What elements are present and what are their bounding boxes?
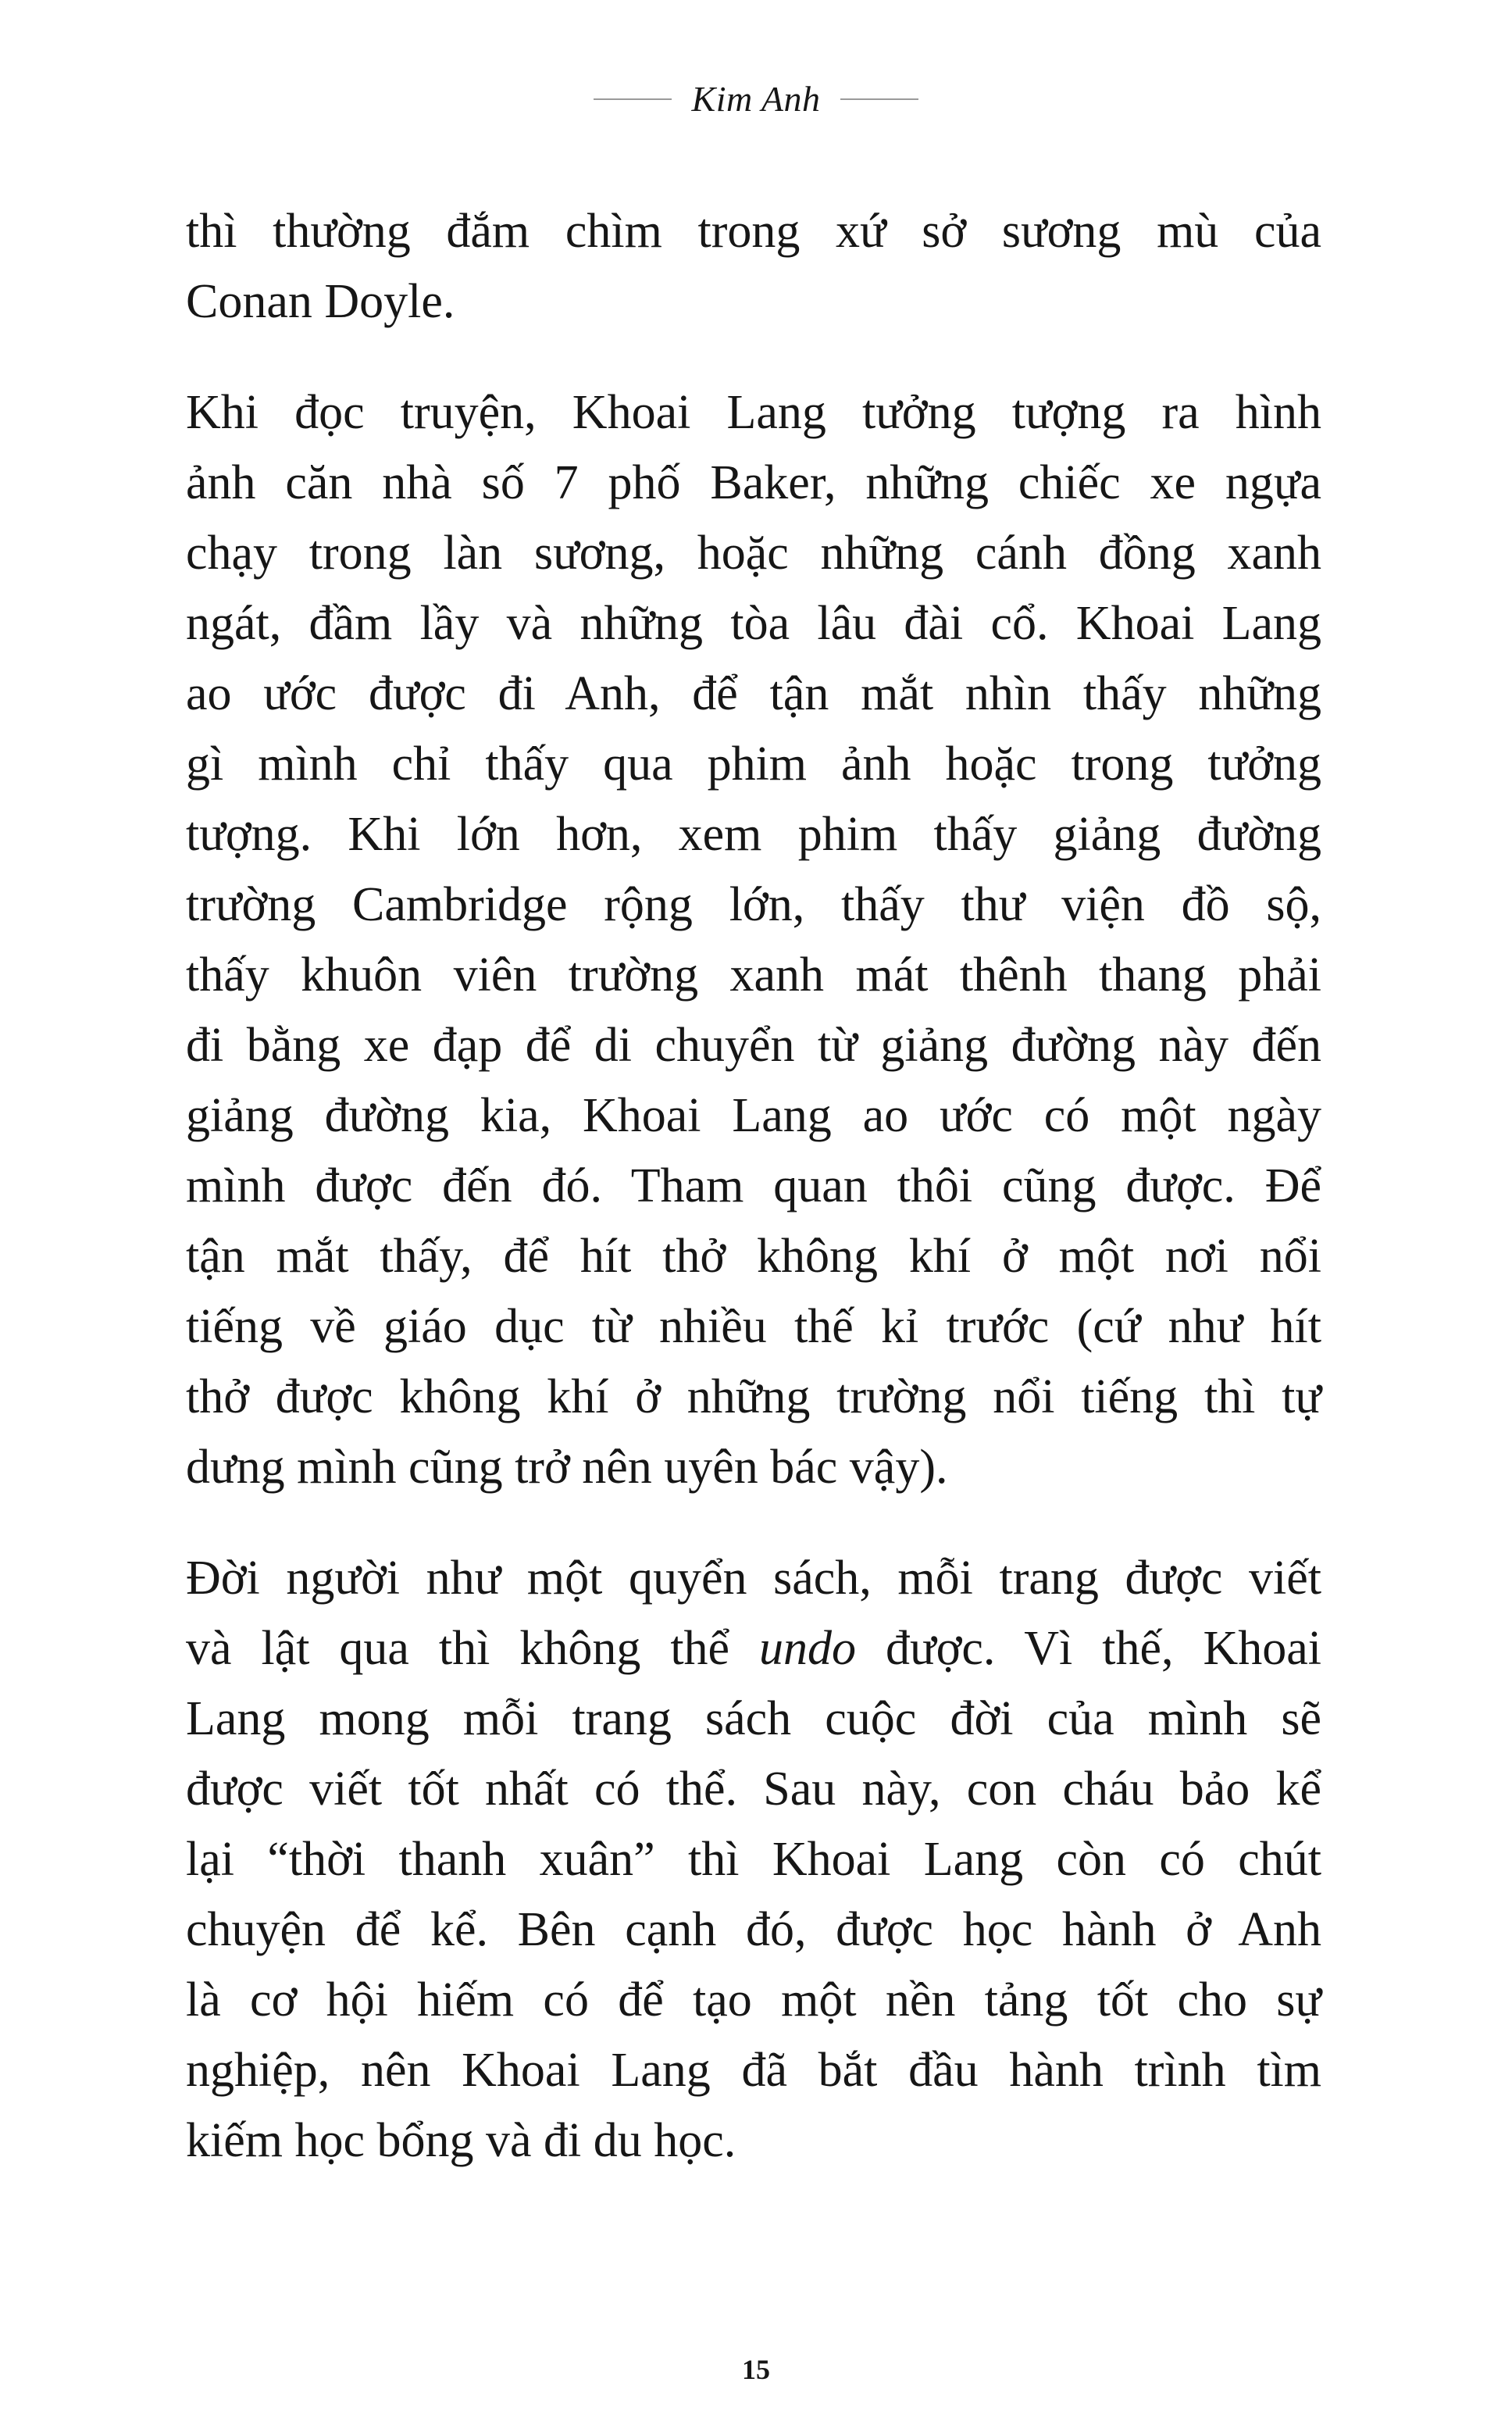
text-line: tiếng về giáo dục từ nhiều thế kỉ trước (cứ như hít: [186, 1300, 1321, 1353]
text-line: tượng. Khi lớn hơn, xem phim thấy giảng đường: [186, 808, 1321, 861]
text-line: thấy khuôn viên trường xanh mát thênh thang phải: [186, 948, 1321, 1002]
text-line: ao ước được đi Anh, để tận mắt nhìn thấy những: [186, 667, 1321, 720]
italic-word: undo: [759, 1622, 857, 1675]
text-line: Lang mong mỗi trang sách cuộc đời của mình sẽ: [186, 1692, 1321, 1745]
text-line: chạy trong làn sương, hoặc những cánh đồng xanh: [186, 527, 1321, 580]
text-line: ảnh căn nhà số 7 phố Baker, những chiếc xe ngựa: [186, 456, 1321, 509]
text-line: chuyện để kể. Bên cạnh đó, được học hành ở Anh: [186, 1903, 1321, 1956]
page-body: [186, 196, 1321, 2216]
text-line: được viết tốt nhất có thể. Sau này, con cháu bảo kể: [186, 1762, 1321, 1816]
text-line: là cơ hội hiếm có để tạo một nền tảng tốt cho sự: [186, 1973, 1321, 2027]
text-line: và lật qua thì không thể undo được. Vì thế, Khoai: [186, 1622, 1321, 1675]
text-line: đi bằng xe đạp để di chuyển từ giảng đường này đến: [186, 1019, 1321, 1072]
paragraph: [186, 377, 1321, 1502]
text-line: dưng mình cũng trở nên uyên bác vậy).: [186, 1441, 948, 1494]
text-line: lại “thời thanh xuân” thì Khoai Lang còn có chút: [186, 1833, 1321, 1886]
text-line: Đời người như một quyển sách, mỗi trang được viết: [186, 1552, 1321, 1605]
text-line: giảng đường kia, Khoai Lang ao ước có một ngày: [186, 1089, 1321, 1142]
text-line: Khi đọc truyện, Khoai Lang tưởng tượng ra hình: [186, 386, 1321, 439]
page-number: 15: [742, 2354, 770, 2385]
text-line: tận mắt thấy, để hít thở không khí ở một nơi nổi: [186, 1230, 1321, 1283]
paragraph: [186, 1543, 1321, 2176]
text-line: nghiệp, nên Khoai Lang đã bắt đầu hành trình tìm: [186, 2044, 1321, 2097]
text-line: gì mình chỉ thấy qua phim ảnh hoặc trong tưởng: [186, 737, 1321, 791]
header-rule-right: [840, 98, 918, 100]
header-author: Kim Anh: [691, 79, 821, 119]
text-line: thì thường đắm chìm trong xứ sở sương mù của: [186, 205, 1321, 258]
text-line: kiếm học bổng và đi du học.: [186, 2114, 736, 2167]
header-rule-left: [594, 98, 672, 100]
text-line: Conan Doyle.: [186, 275, 455, 328]
text-line: trường Cambridge rộng lớn, thấy thư viện đồ sộ,: [186, 878, 1321, 931]
text-line: mình được đến đó. Tham quan thôi cũng được. Để: [186, 1159, 1321, 1212]
running-header: [0, 78, 1512, 120]
text-line: thở được không khí ở những trường nổi tiếng thì tự: [186, 1370, 1321, 1423]
paragraph: [186, 196, 1321, 337]
text-line: ngát, đầm lầy và những tòa lâu đài cổ. Khoai Lang: [186, 597, 1321, 650]
